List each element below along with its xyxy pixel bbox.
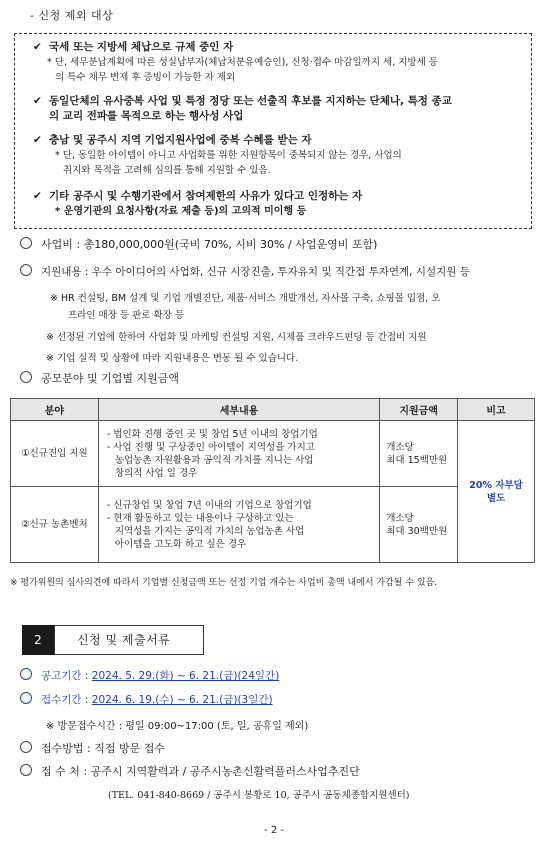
- method-text: 접수방법 : 직접 방문 접수: [41, 742, 165, 755]
- section-number: 2: [22, 625, 54, 655]
- field-title: 공모분야 및 기업별 지원금액: [41, 372, 180, 385]
- amount-line: 개소당: [386, 512, 414, 524]
- exclusion-note: * 단, 동일한 아이템이 아니고 사업화를 위한 지원항목이 중복되지 않는 경우, 사업의: [55, 150, 402, 161]
- header-desc: 세부내용: [98, 399, 379, 421]
- cell-amount: [380, 421, 458, 487]
- support-text: 지원내용 : 우수 아이디어의 사업화, 신규 시장진출, 투자유치 및 직간접 투자연계, 시설지원 등: [41, 266, 470, 278]
- cell-field: ①신규진입 지원: [11, 421, 99, 487]
- receipt-label: 접수기간 :: [41, 694, 92, 706]
- support-note: ※ 선정된 기업에 한하여 사업화 및 마케팅 컨설팅 지원, 시제품 크라우드펀딩 등 간접비 지원: [46, 332, 427, 343]
- cell-desc: [98, 487, 379, 563]
- exclusion-item: [33, 94, 523, 124]
- desc-line: - 현재 활동하고 있는 내용이나 구상하고 있는: [106, 512, 294, 524]
- header-remark: 비고: [458, 399, 535, 421]
- exclusion-title-cont: 의 교리 전파를 목적으로 하는 행사성 사업: [49, 110, 244, 122]
- receipt-line: [20, 692, 273, 707]
- circle-bullet-icon: [20, 237, 32, 249]
- check-icon: ✔: [33, 134, 42, 146]
- place-detail: (TEL. 041-840-8669 / 공주시 봉황로 10, 공주시 공동체종합지원센터): [108, 790, 410, 801]
- table-header-row: [11, 399, 535, 421]
- exclusion-note: 취지와 목적을 고려해 심의를 통해 지원할 수 있음.: [63, 165, 271, 176]
- circle-bullet-icon: [20, 371, 32, 383]
- check-icon: ✔: [33, 41, 42, 53]
- visit-time-note: ※ 방문접수시간 : 평일 09:00~17:00 (토, 일, 공휴일 제외): [46, 721, 309, 732]
- cell-amount: [380, 487, 458, 563]
- circle-bullet-icon: [20, 764, 32, 776]
- cell-desc: [98, 421, 379, 487]
- table-row: [11, 421, 535, 487]
- table-row: [11, 487, 535, 563]
- announce-value: 2024. 5. 29.(화) ~ 6. 21.(금)(24일간): [91, 670, 280, 682]
- cell-field: ②신규 농촌벤처: [11, 487, 99, 563]
- place-text: 접 수 처 : 공주시 지역활력과 / 공주시농촌신활력플러스사업추진단: [41, 765, 360, 778]
- support-line: [20, 264, 470, 279]
- remark-line: 20% 자부담: [469, 479, 523, 491]
- support-note: ※ 기업 실적 및 상황에 따라 지원내용은 변동 될 수 있습니다.: [46, 353, 299, 364]
- exclusion-title: 국세 또는 지방세 체납으로 규제 중인 자: [49, 41, 234, 53]
- amount-line: 개소당: [386, 441, 414, 453]
- place-line: [20, 763, 360, 779]
- exclusion-item: [33, 40, 523, 85]
- circle-bullet-icon: [20, 692, 32, 704]
- exclusion-note: * 단, 세무분납계획에 따른 성실납부자(체납처분유예승인), 신청·접수 마감일까지 세, 지방세 등: [47, 57, 438, 68]
- amount-line: 최대 30백만원: [386, 525, 448, 537]
- header-amount: 지원금액: [380, 399, 458, 421]
- section-title: 신청 및 제출서류: [54, 625, 204, 655]
- announce-line: [20, 668, 279, 683]
- check-icon: ✔: [33, 95, 42, 107]
- desc-line: - 사업 진행 및 구상중인 아이템이 지역성을 가지고: [106, 441, 315, 453]
- amount-line: 최대 15백만원: [386, 454, 448, 466]
- desc-line: 아이템을 고도화 하고 싶은 경우: [114, 538, 247, 550]
- budget-text: 사업비 : 총180,000,000원(국비 70%, 시비 30% / 사업운영비 포함): [41, 238, 378, 251]
- circle-bullet-icon: [20, 741, 32, 753]
- desc-line: 지역성을 가지는 공익적 가치의 농업농촌 사업: [114, 525, 305, 537]
- header-field: 분야: [11, 399, 99, 421]
- check-icon: ✔: [33, 190, 42, 202]
- exclusion-note: * 운영기관의 요청사항(자료 제출 등)의 고의적 미이행 등: [55, 206, 307, 217]
- desc-line: - 법인화 진행 중인 곳 및 창업 5년 이내의 창업기업: [106, 428, 318, 440]
- support-table: [10, 398, 535, 563]
- page-number: - 2 -: [264, 825, 284, 836]
- desc-line: 창의적 사업 일 경우: [114, 467, 198, 479]
- desc-line: 농업농촌 자원활용과 공익적 가치를 지니는 사업: [114, 454, 314, 466]
- method-line: [20, 740, 165, 756]
- footnote: ※ 평가위원의 심사의견에 따라서 기업별 신청금액 또는 선정 기업 개수는 사업비 총액 내에서 가감될 수 있음.: [10, 578, 438, 588]
- receipt-value: 2024. 6. 19.(수) ~ 6. 21.(금)(3일간): [91, 694, 273, 706]
- support-note: ※ HR 컨설팅, BM 설계 및 기업 개별진단, 제품·서비스 개발개선, 자사몰 구축, 쇼핑몰 입점, 오: [50, 293, 441, 304]
- circle-bullet-icon: [20, 264, 32, 276]
- exclusion-title: 충남 및 공주시 지역 기업지원사업에 중복 수혜를 받는 자: [49, 134, 312, 146]
- field-heading: [20, 370, 179, 386]
- circle-bullet-icon: [20, 668, 32, 680]
- exclusion-box: [14, 33, 532, 229]
- exclusion-title: 동일단체의 유사중복 사업 및 특정 정당 또는 선출직 후보를 지지하는 단체나, 특정 종교: [49, 95, 452, 107]
- support-note: 프라인 매장 등 판로 확장 등: [68, 310, 185, 321]
- exclusion-title: 기타 공주시 및 수행기관에서 참여제한의 사유가 있다고 인정하는 자: [49, 190, 363, 202]
- exclusion-note: 의 특수 채무 변제 후 증빙이 가능한 자 제외: [55, 72, 236, 83]
- cell-remark: [458, 421, 535, 563]
- desc-line: - 신규창업 및 창업 7년 이내의 기업으로 창업기업: [106, 499, 312, 511]
- budget-line: [20, 236, 377, 252]
- exclusion-item: [33, 189, 523, 219]
- announce-label: 공고기간 :: [41, 670, 92, 682]
- section-heading-exclusions: - 신청 제외 대상: [30, 9, 114, 22]
- remark-line: 별도: [486, 492, 506, 504]
- exclusion-item: [33, 133, 523, 178]
